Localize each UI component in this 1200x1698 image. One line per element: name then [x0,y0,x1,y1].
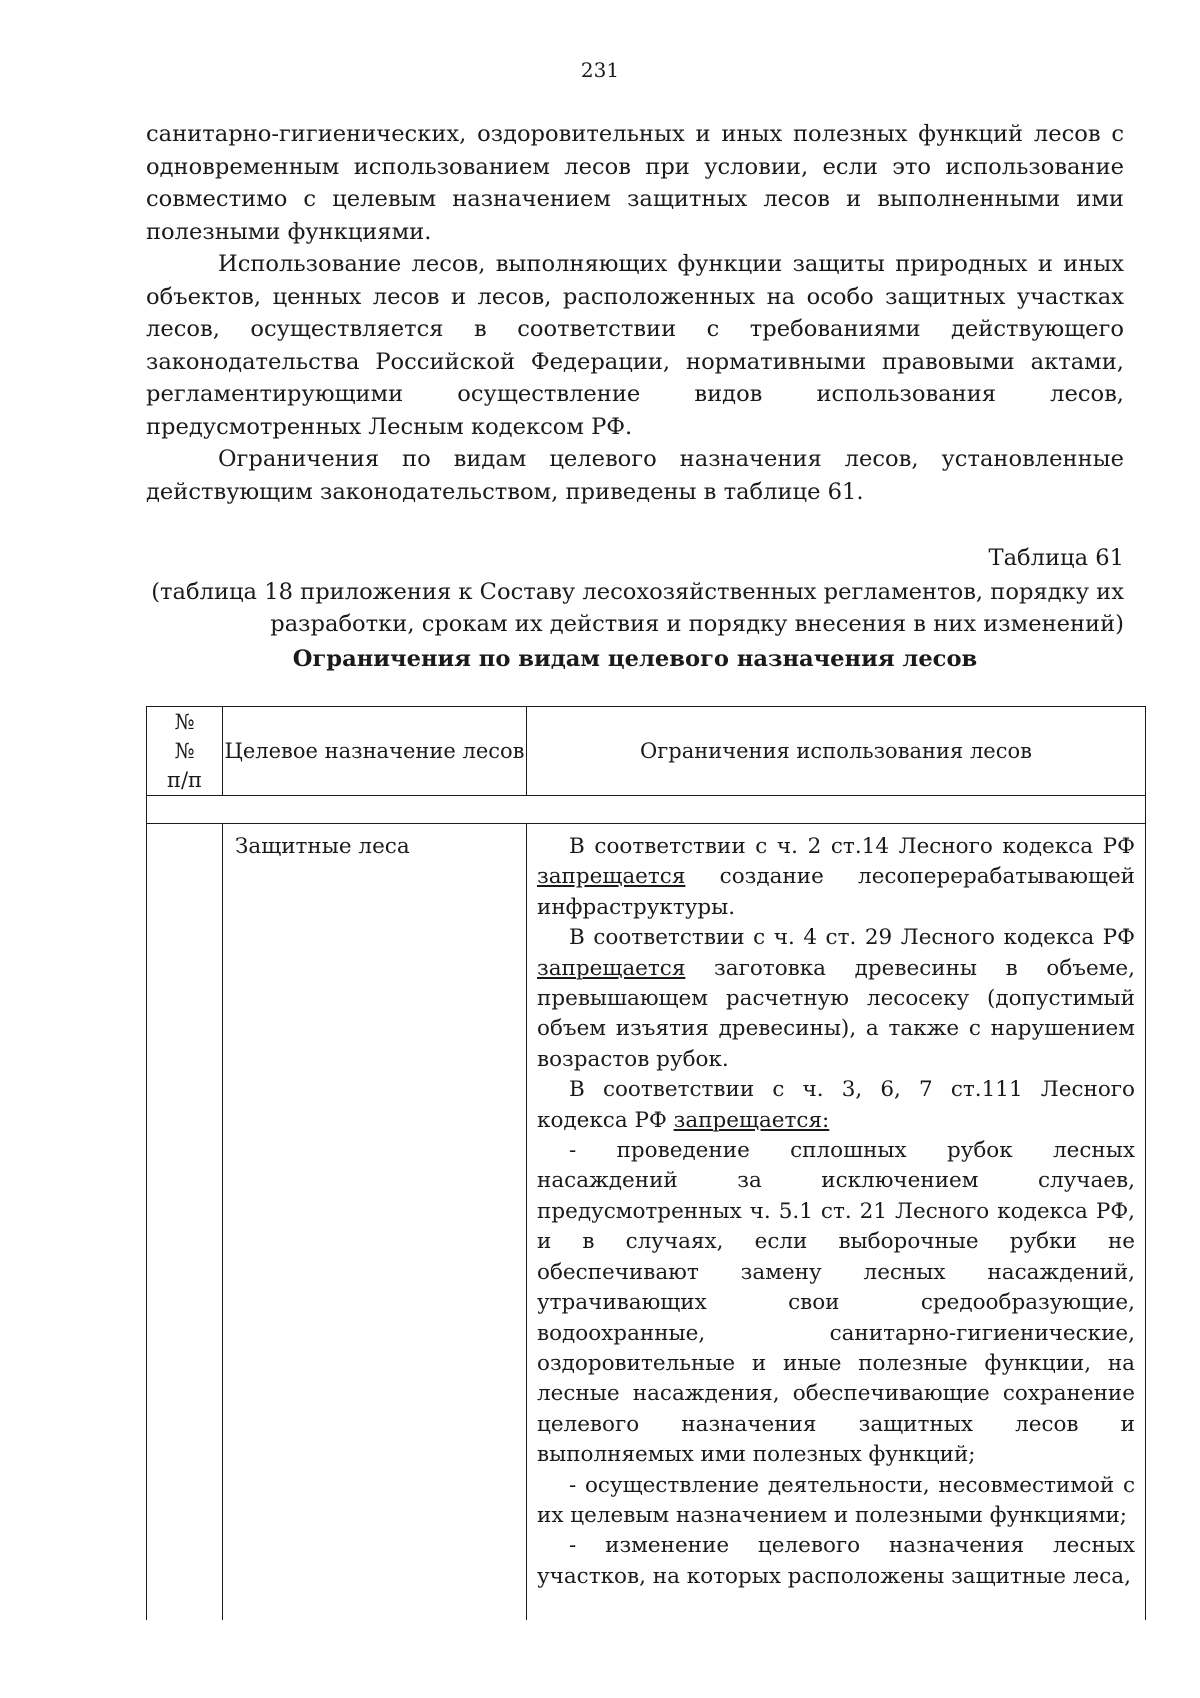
limit-2-rest: заготовка древесины в объеме, превышающем расчетную лесосеку (допустимый объем изъятия древесины), а также с нарушением возрастов рубок. [537,955,1135,1072]
paragraph-1: санитарно-гигиенических, оздоровительных и иных полезных функций лесов с одновременным использованием лесов при условии, если это использование совместимо с целевым назначением защитных лесов и выполненными ими полезными функциями. [146,121,1124,245]
header-number [147,707,223,796]
limit-item-3: - изменение целевого назначения лесных участков, на которых расположены защитные леса, [537,1533,1135,1589]
body-text [146,118,1124,508]
header-number-line3: п/п [166,767,203,792]
table-row [147,824,1146,1621]
table-number: Таблица 61 [988,545,1124,571]
table-header-row [147,707,1146,796]
row-purpose: Защитные леса [235,834,410,859]
limit-paragraph-2 [537,923,1135,1075]
limit-2-text: В соответствии с ч. 4 ст. 29 Лесного кодекса РФ [569,925,1135,951]
row-number-cell [147,824,223,1621]
row-limits-cell [527,824,1146,1621]
limit-paragraph-1 [537,832,1135,923]
header-limits [527,707,1146,796]
limit-1-prohibited: запрещается [537,864,686,890]
limit-3-prohibited: запрещается: [673,1107,830,1133]
restrictions-table [146,706,1146,1620]
spacer-cell [147,796,1146,824]
limit-3-text: В соответствии с ч. 3, 6, 7 ст.111 Лесного кодекса РФ [537,1077,1135,1133]
limit-item-2: - осуществление деятельности, несовместимой с их целевым назначением и полезными функциями; [537,1472,1135,1528]
table-source-note: (таблица 18 приложения к Составу лесохозяйственных регламентов, порядку их разработки, срокам их действия и порядку внесения в них изменений) [151,579,1124,637]
limit-item-1: - проведение сплошных рубок лесных насаждений за исключением случаев, предусмотренных ч. 5.1 ст. 21 Лесного кодекса РФ, и в случаях, если выборочные рубки не обеспечивают замену лесных насаждений, утрачивающих свои средообразующие, водоохранные, санитарно-гигиенические, оздоровительные и иные полезные функции, на лесные насаждения, обеспечивающие сохранение целевого назначения защитных лесов и выполняемых ими полезных функций; [537,1138,1135,1468]
header-purpose [223,707,527,796]
header-number-line2: № [174,738,195,763]
limit-2-prohibited: запрещается [537,955,686,981]
table-spacer-row [147,796,1146,824]
page-number: 231 [580,58,620,82]
limit-1-rest: создание лесоперерабатывающей инфраструктуры. [537,864,1135,920]
header-number-line1: № [174,709,195,734]
row-purpose-cell [223,824,527,1621]
table-title: Ограничения по видам целевого назначения лесов [292,646,978,672]
paragraph-3: Ограничения по видам целевого назначения лесов, установленные действующим законодательством, приведены в таблице 61. [146,446,1124,505]
limit-paragraph-3 [537,1075,1135,1136]
limit-1-text: В соответствии с ч. 2 ст.14 Лесного кодекса РФ [569,834,1135,859]
header-limits-label: Ограничения использования лесов [640,738,1032,763]
header-purpose-label: Целевое назначение лесов [224,738,525,763]
table-continuation-space [537,1592,1135,1620]
paragraph-2: Использование лесов, выполняющих функции защиты природных и иных объектов, ценных лесов и лесов, расположенных на особо защитных участках лесов, осуществляется в соответствии с требованиями действующего законодательства Российской Федерации, нормативными правовыми актами, регламентирующими осуществление видов использования лесов, предусмотренных Лесным кодексом РФ. [146,251,1124,440]
